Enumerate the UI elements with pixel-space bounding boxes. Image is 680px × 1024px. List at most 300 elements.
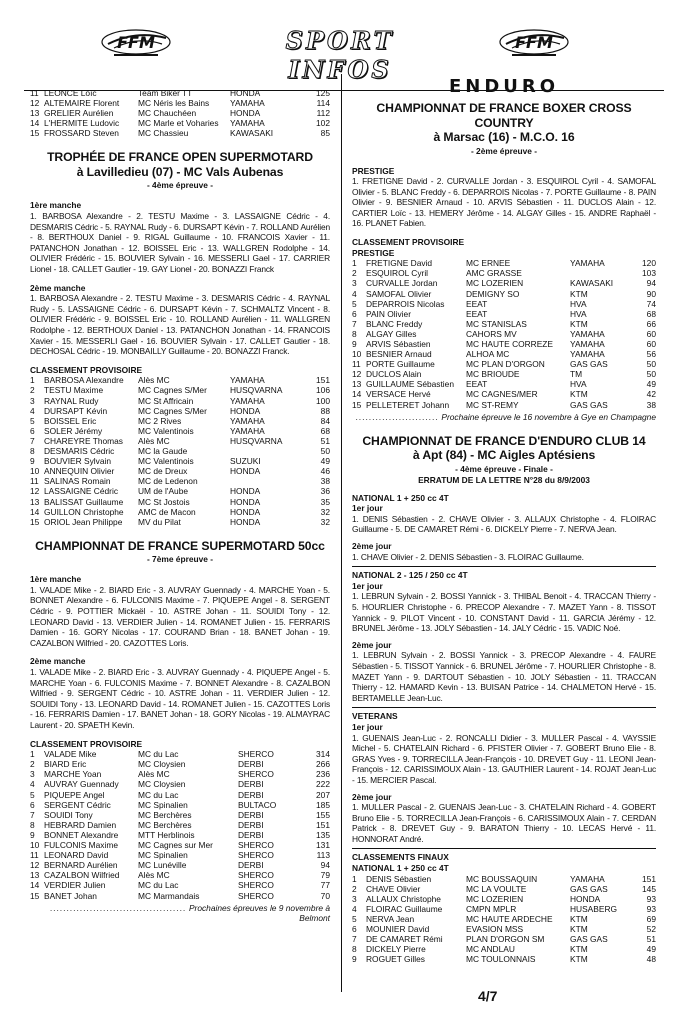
club14-round: - 4ème épreuve - Finale - <box>455 463 553 474</box>
table-row <box>352 379 656 389</box>
cell-points: 103 <box>642 268 656 279</box>
cell-points: 32 <box>320 506 330 517</box>
cell-club: MC Spinalien <box>138 799 188 810</box>
cell-points: 236 <box>316 769 330 780</box>
cell-points: 42 <box>646 389 656 400</box>
cell-brand: HVA <box>570 298 587 309</box>
cell-club: Alès MC <box>138 375 170 386</box>
cell-rank: 2 <box>30 759 35 770</box>
cell-points: 74 <box>646 298 656 309</box>
cell-club: ALHOA MC <box>466 349 510 360</box>
cell-rank: 5 <box>30 415 35 426</box>
sm-manche2-heading: 2ème manche <box>30 282 86 293</box>
cell-rank: 13 <box>30 496 40 507</box>
cell-points: 49 <box>646 379 656 390</box>
cell-brand: YAMAHA <box>570 258 605 269</box>
cell-brand: BULTACO <box>238 799 277 810</box>
sm50-manche1-heading: 1ère manche <box>30 574 82 585</box>
cell-points: 66 <box>646 318 656 329</box>
cell-points: 266 <box>316 759 330 770</box>
cell-points: 114 <box>316 98 330 109</box>
table-row <box>30 466 330 476</box>
cell-brand: KAWASAKI <box>230 128 274 139</box>
cell-rider: RAYNAL Rudy <box>44 395 99 406</box>
cell-brand: HONDA <box>230 88 261 98</box>
sm-manche2-results: 1. BARBOSA Alexandre - 2. TESTU Maxime - 3. DESMARIS Cédric - 4. RAYNAL Rudy - 5. LASSAIGNE Cédric - 6. DURSAPT Kévin - 7. SCHMALTZ Vincent - 8. OLIVIER Frédéric - 9. BOISSEL Eric - 10. ROLLAND Aurélien - 11. WALLGREN Rodolphe - 12. BERTHOUX Daniel - 13. PATANCHON Jonathan - 14. FRANCOIS Xavier - 15. MESSERLI Gael - 16. BOUVIER Sylvain - 17. CALLET Gautier - 18. DECHOSAL Cédric - 19. MONBAILLY Guillaume - 20. BONAZZI Franck. <box>30 293 330 357</box>
cell-brand: SHERCO <box>238 880 274 891</box>
cell-rider: AUVRAY Guennady <box>44 779 119 790</box>
cell-club: MC Chauchéen <box>138 108 197 119</box>
sm50-title: CHAMPIONNAT DE FRANCE SUPERMOTARD 50cc <box>35 538 325 553</box>
cell-rank: 12 <box>30 98 40 109</box>
cell-brand: YAMAHA <box>570 873 605 884</box>
cell-brand: YAMAHA <box>230 118 265 129</box>
cell-rank: 6 <box>30 799 35 810</box>
table-row <box>30 108 330 118</box>
cell-rider: ALGAY Gilles <box>366 328 417 339</box>
cell-club: MC Berchères <box>138 819 192 830</box>
cell-rider: BALISSAT Guillaume <box>44 496 124 507</box>
cell-club: MC ERNEE <box>466 258 511 269</box>
n2-heading: NATIONAL 2 - 125 / 250 cc 4T <box>352 570 468 581</box>
cell-club: MC LOZERIEN <box>466 278 524 289</box>
cell-rank: 4 <box>352 288 357 299</box>
cell-club: MC Cagnes S/Mer <box>138 405 207 416</box>
cell-brand: TM <box>570 369 583 380</box>
n1-day1-results: 1. DENIS Sébastien - 2. CHAVE Olivier - 3. ALLAUX Christophe - 4. FLOIRAC Guillaume - 5. DE CAMARET Rémi - 6. DICKELY Pierre - 7. NERVA Jean. <box>352 513 656 535</box>
cell-rider: BOISSEL Eric <box>44 415 97 426</box>
cell-points: 52 <box>646 924 656 935</box>
cell-brand: YAMAHA <box>230 98 265 109</box>
cell-club: MC HAUTE ARDECHE <box>466 914 553 925</box>
table-row <box>30 769 330 779</box>
table-row <box>352 924 656 934</box>
cell-club: MC Chassieu <box>138 128 189 139</box>
cell-brand: DERBI <box>238 819 264 830</box>
table-row <box>352 349 656 359</box>
final-heading: CLASSEMENTS FINAUX <box>352 852 449 863</box>
cell-brand: KTM <box>570 389 588 400</box>
cell-club: MC Marmandais <box>138 890 200 901</box>
cell-club: EEAT <box>466 298 488 309</box>
cell-points: 35 <box>320 496 330 507</box>
cell-brand: KAWASAKI <box>570 278 614 289</box>
cell-rider: LASSAIGNE Cédric <box>44 486 119 497</box>
cell-rider: FROSSARD Steven <box>44 128 119 139</box>
cell-rank: 12 <box>30 860 40 871</box>
table-row <box>30 128 330 138</box>
cell-rank: 9 <box>352 339 357 349</box>
cell-rank: 2 <box>352 883 357 894</box>
cell-points: 314 <box>316 749 330 760</box>
table-row <box>352 258 656 268</box>
cell-points: 151 <box>316 819 330 830</box>
cell-brand: GAS GAS <box>570 934 608 945</box>
column-divider <box>341 74 342 992</box>
cell-club: MC TOULONNAIS <box>466 954 536 965</box>
table-row <box>30 118 330 128</box>
cell-points: 151 <box>642 873 656 884</box>
cell-rank: 4 <box>30 779 35 790</box>
cell-points: 93 <box>646 893 656 904</box>
boxer-classement-sub: PRESTIGE <box>352 247 395 258</box>
cell-rider: NERVA Jean <box>366 914 415 925</box>
cell-club: MC Marle et Voharies <box>138 118 219 129</box>
table-row <box>352 339 656 349</box>
table-row <box>30 436 330 446</box>
sm50-classement-heading: CLASSEMENT PROVISOIRE <box>30 738 143 749</box>
enduro-heading: ENDURO <box>448 76 560 97</box>
cell-rank: 3 <box>352 893 357 904</box>
cell-rank: 3 <box>30 395 35 406</box>
club14-location: à Apt (84) - MC Aigles Aptésiens <box>412 448 596 463</box>
cell-club: MC la Gaude <box>138 446 188 457</box>
cell-points: 60 <box>646 339 656 349</box>
cell-club: Alès MC <box>138 769 170 780</box>
cell-rank: 15 <box>30 128 40 139</box>
cell-points: 48 <box>646 954 656 965</box>
table-row <box>352 894 656 904</box>
cell-rank: 14 <box>30 506 40 517</box>
cell-points: 60 <box>646 328 656 339</box>
cell-rank: 13 <box>30 108 40 119</box>
cell-rider: BANET Johan <box>44 890 97 901</box>
cell-brand: YAMAHA <box>230 375 265 386</box>
table-row <box>352 944 656 954</box>
cell-club: DEMIGNY SO <box>466 288 520 299</box>
cell-rider: PORTE Guillaume <box>366 359 435 370</box>
sm-manche1-heading: 1ère manche <box>30 200 82 211</box>
table-row <box>30 517 330 527</box>
cell-club: MC Néris les Bains <box>138 98 210 109</box>
table-row <box>352 874 656 884</box>
cell-rider: GRELIER Aurélien <box>44 108 114 119</box>
table-row <box>352 954 656 964</box>
cell-club: MC Spinalien <box>138 850 188 861</box>
cell-rank: 8 <box>352 944 357 955</box>
cell-points: 79 <box>320 870 330 881</box>
cell-rider: SAMOFAL Olivier <box>366 288 432 299</box>
boxer-classement-table <box>352 258 656 409</box>
cell-rank: 10 <box>352 349 362 360</box>
cell-club: MC de Dreux <box>138 466 188 477</box>
cell-rank: 1 <box>30 375 35 386</box>
table-row <box>30 810 330 820</box>
cell-brand: YAMAHA <box>230 415 265 426</box>
table-row <box>352 299 656 309</box>
cell-rider: MOUNIER David <box>366 924 430 935</box>
left-column <box>30 76 330 923</box>
cell-rider: CHAVE Olivier <box>366 883 421 894</box>
table-row <box>30 860 330 870</box>
cell-rank: 7 <box>352 934 357 945</box>
cell-rank: 5 <box>352 298 357 309</box>
cell-brand: HONDA <box>230 506 261 517</box>
cell-rider: SALINAS Romain <box>44 476 111 487</box>
table-row <box>30 385 330 395</box>
cell-points: 49 <box>320 456 330 467</box>
cell-rider: DUCLOS Alain <box>366 369 422 380</box>
cell-rank: 9 <box>30 829 35 840</box>
table-row <box>352 268 656 278</box>
cell-brand <box>230 446 284 456</box>
cell-points: 68 <box>646 308 656 319</box>
cell-points: 70 <box>320 890 330 901</box>
cell-points: 106 <box>316 385 330 396</box>
cell-points: 131 <box>316 840 330 851</box>
sm50-manche1-results: 1. VALADE Mike - 2. BIARD Eric - 3. AUVRAY Guennady - 4. MARCHE Yoan - 5. BONNET Alexandre - 6. FULCONIS Maxime - 7. PIQUEPE Angel - 8. SERGENT Cédric - 9. POTTIER Mickaël - 10. ASTRE Johan - 11. SOUIDI Tony - 12. LEONARD David - 13. VERDIER Julien - 14. ROMANET Julien - 15. FERRARIS Damien - 16. GORY Nicolas - 17. COURAND Brian - 18. BANET Johan - 19. CAZALBON Wilfried - 20. CAZOTTES Loris. <box>30 584 330 648</box>
cell-club: MC Cloysien <box>138 779 186 790</box>
table-row <box>352 934 656 944</box>
cell-rank: 6 <box>352 924 357 935</box>
cell-club: MC St Jostois <box>138 496 190 507</box>
cell-rider: ORIOL Jean Philippe <box>44 516 123 527</box>
cell-brand: SHERCO <box>238 840 274 851</box>
cell-brand: HUSABERG <box>570 903 618 914</box>
cell-points: 84 <box>320 415 330 426</box>
cell-points: 145 <box>642 883 656 894</box>
cell-brand: SHERCO <box>238 890 274 901</box>
cell-club: MC LOZERIEN <box>466 893 524 904</box>
cell-rider: MARCHE Yoan <box>44 769 102 780</box>
cell-rank: 8 <box>30 446 35 457</box>
cell-rider: VERDIER Julien <box>44 880 106 891</box>
cell-rider: PAIN Olivier <box>366 308 411 319</box>
cell-rider: DE CAMARET Rémi <box>366 934 443 945</box>
cell-points: 155 <box>316 809 330 820</box>
cell-rider: PELLETERET Johann <box>366 399 450 410</box>
cell-rider: ALLAUX Christophe <box>366 893 441 904</box>
cell-brand <box>570 268 622 278</box>
page-number: 4/7 <box>478 988 498 1004</box>
table-row <box>30 476 330 486</box>
cell-club: MC ANDLAU <box>466 944 515 955</box>
cell-club: MC LA VOULTE <box>466 883 527 894</box>
cell-brand: DERBI <box>238 759 264 770</box>
cell-club: EEAT <box>466 308 488 319</box>
cell-brand: YAMAHA <box>570 328 605 339</box>
cell-club: MC Cagnes sur Mer <box>138 840 213 851</box>
cell-club: MC Valentinois <box>138 456 194 467</box>
cell-brand: HONDA <box>230 405 261 416</box>
cell-club: PLAN D'ORGON SM <box>466 934 545 945</box>
table-row <box>30 426 330 436</box>
n1-day2-heading: 2ème jour <box>352 541 392 552</box>
cell-rank: 7 <box>30 435 35 446</box>
table-row <box>30 830 330 840</box>
cell-brand: DERBI <box>238 809 264 820</box>
cell-rider: FLOIRAC Guillaume <box>366 903 443 914</box>
cell-rank: 7 <box>30 809 35 820</box>
table-row <box>30 779 330 789</box>
cell-rider: DENIS Sébastien <box>366 873 432 884</box>
cell-brand: HONDA <box>230 516 261 527</box>
cell-club: EEAT <box>466 379 488 390</box>
cell-rider: BOUVIER Sylvain <box>44 456 112 467</box>
table-row <box>30 840 330 850</box>
n2-day1-results: 1. LEBRUN Sylvain - 2. BOSSI Yannick - 3. THIBAL Benoit - 4. TRACCAN Thierry - 5. HOURLIER Christophe - 6. PRECOP Alexandre - 7. MAZET Yann - 8. TISSOT Yannick - 9. PILOT Vincent - 10. CONSTANT David - 11. GARCIA Jérémy - 12. BRUNEL Jérôme - 13. JOLY Sébastien - 14. JALY Cédric - 15. VADIC Noé. <box>352 591 656 634</box>
cell-club: MC BRIOUDE <box>466 369 520 380</box>
cell-points: 36 <box>320 486 330 497</box>
cell-points: 69 <box>646 914 656 925</box>
table-row <box>352 369 656 379</box>
final-classement-table <box>352 874 656 965</box>
cell-points: 68 <box>320 425 330 436</box>
n1-day1-heading: 1er jour <box>352 503 383 514</box>
supermotard-location: à Lavilledieu (07) - MC Vals Aubenas <box>76 164 284 179</box>
cell-rank: 5 <box>30 789 35 800</box>
svg-text:FFM: FFM <box>515 33 553 52</box>
table-row <box>352 389 656 399</box>
table-row <box>352 914 656 924</box>
cell-club: CAHORS MV <box>466 328 517 339</box>
table-row <box>352 289 656 299</box>
cell-points: 51 <box>646 934 656 945</box>
table-row <box>30 850 330 860</box>
cell-rider: DEPARROIS Nicolas <box>366 298 445 309</box>
cell-points: 38 <box>320 476 330 487</box>
cell-rider: BARBOSA Alexandre <box>44 375 124 386</box>
svg-text:FFM: FFM <box>117 33 155 52</box>
cell-rider: FULCONIS Maxime <box>44 840 118 851</box>
cell-rank: 11 <box>352 359 361 370</box>
cell-rider: VERSACE Hervé <box>366 389 431 400</box>
cell-rider: CAZALBON Wilfried <box>44 870 120 881</box>
cell-rank: 6 <box>30 425 35 436</box>
cell-brand: KTM <box>570 924 588 935</box>
cell-rider: LEONCE Loïc <box>44 88 97 98</box>
sm50-next-event: ......................................... Prochaines épreuves le 9 novembre à Belmont <box>50 902 330 923</box>
cell-points: 93 <box>646 903 656 914</box>
cell-rider: BLANC Freddy <box>366 318 423 329</box>
cell-brand: SHERCO <box>238 769 274 780</box>
table-row <box>30 416 330 426</box>
table-row <box>30 820 330 830</box>
n1-heading: NATIONAL 1 + 250 cc 4T <box>352 492 449 503</box>
cell-rider: BESNIER Arnaud <box>366 349 432 360</box>
cell-rank: 3 <box>30 769 35 780</box>
cell-brand: KTM <box>570 318 588 329</box>
cell-club: MTT Herblinois <box>138 829 195 840</box>
vet-day1-heading: 1er jour <box>352 721 383 732</box>
cell-rank: 12 <box>352 369 362 380</box>
cell-points: 50 <box>646 359 656 370</box>
cell-points: 51 <box>320 435 330 446</box>
cell-club: EVASION MSS <box>466 924 524 935</box>
table-row <box>352 329 656 339</box>
table-row <box>30 456 330 466</box>
cell-club: MC 2 Rives <box>138 415 182 426</box>
cell-club: MC St Affricain <box>138 395 194 406</box>
cell-brand: KTM <box>570 954 588 965</box>
cell-rank: 13 <box>30 870 40 881</box>
boxer-prestige-results: 1. FRETIGNE David - 2. CURVALLE Jordan - 3. ESQUIROL Cyril - 4. SAMOFAL Olivier - 5. BLANC Freddy - 6. DEPARROIS Nicolas - 7. PORTE Guillaume - 8. PAIN Olivier - 9. BESNIER Arnaud - 10. ARVIS Sébastien - 11. DUCLOS Alain - 12. CARTIER Loïc - 13. HEMERY Jérôme - 14. ALGAY Gilles - 15. ANDRE Raphaël - 16. PLANET Fabien. <box>352 176 656 229</box>
table-row <box>30 891 330 901</box>
table-row <box>352 359 656 369</box>
club14-title: CHAMPIONNAT DE FRANCE D'ENDURO CLUB 14 <box>362 433 646 448</box>
rule-n1 <box>352 566 656 567</box>
cell-brand: HVA <box>570 379 587 390</box>
cell-points: 120 <box>642 258 656 269</box>
n2-day1-heading: 1er jour <box>352 580 383 591</box>
table-row <box>30 486 330 496</box>
table-row <box>30 375 330 385</box>
cell-brand: HONDA <box>230 466 261 477</box>
cell-points: 135 <box>316 829 330 840</box>
cell-rank: 1 <box>352 258 357 269</box>
cell-points: 100 <box>316 395 330 406</box>
cell-rank: 14 <box>30 118 40 129</box>
cell-brand: SHERCO <box>238 850 274 861</box>
cell-brand: GAS GAS <box>570 883 608 894</box>
cell-club: MC Cagnes S/Mer <box>138 385 207 396</box>
cell-club: MC Lunéville <box>138 860 187 871</box>
table-row <box>30 790 330 800</box>
ffm-logo-right <box>498 24 570 60</box>
club14-erratum: ERRATUM DE LA LETTRE N°28 du 8/9/2003 <box>418 474 590 485</box>
cell-rank: 4 <box>30 405 35 416</box>
cell-club: AMC GRASSE <box>466 268 522 279</box>
boxer-next-event: ......................... Prochaine épreuve le 16 novembre à Gye en Champagne <box>355 411 656 422</box>
cell-club: MC BOUSSAQUIN <box>466 873 538 884</box>
sm-classement-table <box>30 375 330 526</box>
sm50-manche2-heading: 2ème manche <box>30 656 86 667</box>
table-row <box>352 278 656 288</box>
cell-rider: SOUIDI Tony <box>44 809 93 820</box>
table-row <box>30 507 330 517</box>
supermotard-round: - 4ème épreuve - <box>146 180 214 191</box>
cell-club: Team Biker TT <box>138 88 193 98</box>
cell-brand: HVA <box>570 308 587 319</box>
cell-rank: 8 <box>30 819 35 830</box>
cell-rider: BERNARD Aurélien <box>44 860 118 871</box>
rule-n2 <box>352 707 656 708</box>
table-row <box>30 759 330 769</box>
cell-brand: HONDA <box>230 496 261 507</box>
cell-club: MC du Lac <box>138 789 179 800</box>
n2-day2-heading: 2ème jour <box>352 639 392 650</box>
cell-brand: DERBI <box>238 789 264 800</box>
rule-vet <box>352 848 656 849</box>
ffm-logo-left <box>100 24 172 60</box>
cell-points: 94 <box>646 278 656 289</box>
cell-rider: L'HERMITE Ludovic <box>44 118 120 129</box>
cell-rider: PIQUEPE Angel <box>44 789 105 800</box>
cell-points: 46 <box>320 466 330 477</box>
cell-rank: 10 <box>30 466 40 477</box>
boxer-round: - 2ème épreuve - <box>470 145 538 156</box>
cell-rider: DICKELY Pierre <box>366 944 426 955</box>
cell-points: 88 <box>320 405 330 416</box>
cell-club: MC Cloysien <box>138 759 186 770</box>
cell-rank: 9 <box>30 456 35 467</box>
table-row <box>30 88 330 98</box>
cell-brand: YAMAHA <box>230 395 265 406</box>
cell-rank: 11 <box>30 476 39 487</box>
sm-manche1-results: 1. BARBOSA Alexandre - 2. TESTU Maxime - 3. LASSAIGNE Cédric - 4. DESMARIS Cédric - 5. RAYNAL Rudy - 6. DURSAPT Kévin - 7. ROLLAND Aurélien - 8. BERTHOUX Daniel - 9. RIGAL Guillaume - 10. FRANCOIS Xavier - 11. PATANCHON Jonathan - 12. BOISSEL Eric - 13. WALLGREN Rodolphe - 14. OLIVIER Frédéric - 15. BOUVIER Sylvain - 16. MESSERLI Gael - 17. CARRIER Lionel - 18. CALLET Gautier - 19. GAY Lionel - 20. BONAZZI Franck <box>30 211 330 275</box>
cell-rank: 2 <box>30 385 35 396</box>
cell-rider: SERGENT Cédric <box>44 799 111 810</box>
cell-brand <box>230 476 284 486</box>
cell-club: MC ST-REMY <box>466 399 519 410</box>
cell-club: MV du Pilat <box>138 516 181 527</box>
sm50-manche2-results: 1. VALADE Mike - 2. BIARD Eric - 3. AUVRAY Guennady - 4. PIQUEPE Angel - 5. MARCHE Yoan - 6. FULCONIS Maxime - 7. BONNET Alexandre - 8. CAZALBON Wilfried - 9. SERGENT Cédric - 10. ASTRE Johan - 11. VERDIER Julien - 12. SOUIDI Tony - 13. LEONARD David - 14. ROMANET Julien - 15. CAZOTTES Loris - 16. FERRARIS Damien - 17. BANET Johan - 18. GORY Nicolas - 19. ALMAYRAC Laurent - 20. SPAETH Kevin. <box>30 667 330 730</box>
table-row <box>30 749 330 759</box>
table-row <box>30 396 330 406</box>
final-sub: NATIONAL 1 + 250 cc 4T <box>352 863 449 874</box>
sport-infos-title: SPORT INFOS <box>285 26 395 84</box>
cell-points: 222 <box>316 779 330 790</box>
